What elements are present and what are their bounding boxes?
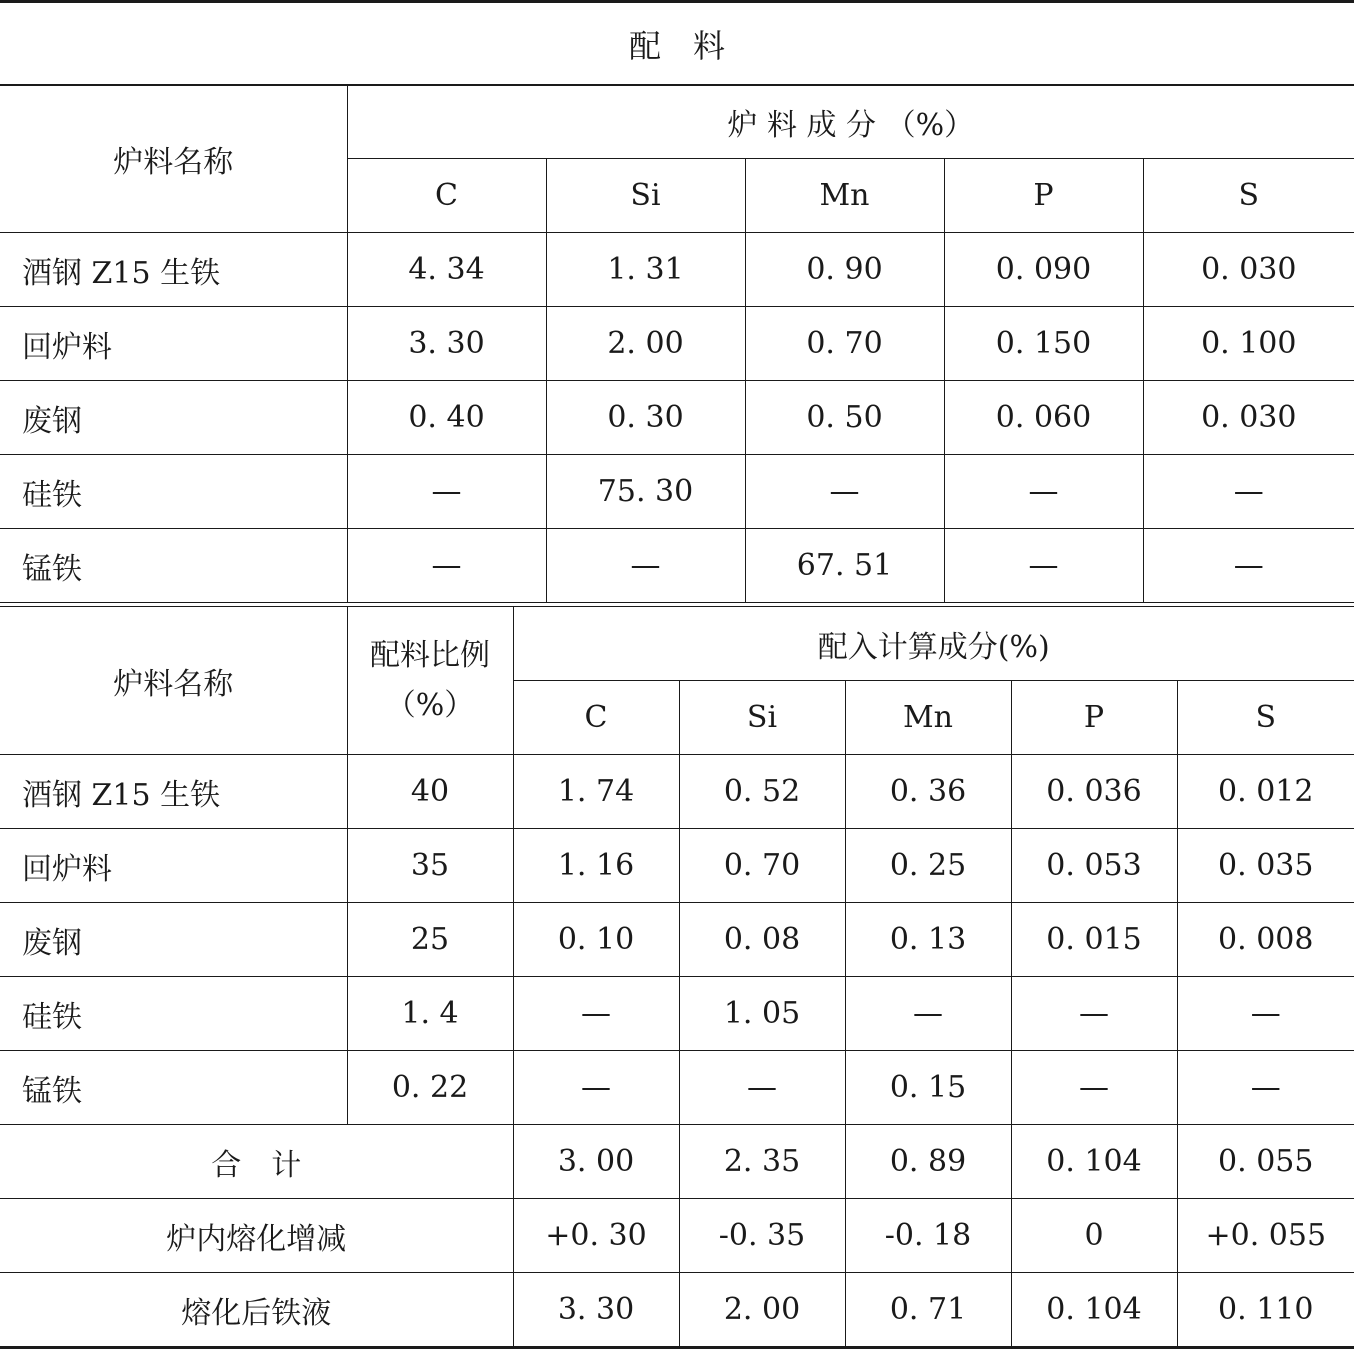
value-si: 2. 00 [546,307,745,381]
value-s: +0. 055 [1177,1199,1354,1273]
value-s: 0. 110 [1177,1273,1354,1348]
page-title-text: 配 料 [628,27,725,65]
charge-name: 锰铁 [0,1051,347,1125]
ratio-header [347,607,513,755]
table-row [0,1051,1354,1125]
value-s: 0. 055 [1177,1125,1354,1199]
value-p: — [1011,1051,1177,1125]
charge-name: 硅铁 [0,977,347,1051]
value-s: — [1143,455,1354,529]
table-row [0,381,1354,455]
charge-name: 锰铁 [0,529,347,603]
value-mn: 67. 51 [745,529,944,603]
table-row [0,903,1354,977]
ratio-header-line1: 配料比例 [370,637,490,673]
element-header-si: Si [546,159,745,233]
table-row [0,307,1354,381]
charge-composition-header: 炉 料 成 分 （%） [347,85,1354,159]
charge-composition-table [0,84,1354,603]
ratio-value: 25 [347,903,513,977]
calculated-composition-table [0,606,1354,1349]
value-mn: 0. 25 [845,829,1011,903]
charge-name: 酒钢 Z15 生铁 [0,755,347,829]
element-header-mn: Mn [745,159,944,233]
value-s: 0. 008 [1177,903,1354,977]
value-mn: -0. 18 [845,1199,1011,1273]
ratio-header-line2: （%） [385,687,475,723]
value-c: — [513,1051,679,1125]
table-row [0,977,1354,1051]
value-c: 0. 10 [513,903,679,977]
value-si: 2. 35 [679,1125,845,1199]
value-p: 0. 060 [944,381,1143,455]
value-s: — [1177,1051,1354,1125]
ratio-value: 40 [347,755,513,829]
element-header-s: S [1143,159,1354,233]
table-row [0,755,1354,829]
value-si: 0. 70 [679,829,845,903]
charge-name: 回炉料 [0,307,347,381]
value-c: — [513,977,679,1051]
summary-label: 炉内熔化增减 [0,1199,513,1273]
value-si: 2. 00 [679,1273,845,1348]
table-row [0,829,1354,903]
ratio-value: 1. 4 [347,977,513,1051]
value-c: +0. 30 [513,1199,679,1273]
value-s: 0. 100 [1143,307,1354,381]
value-si: — [679,1051,845,1125]
value-si: -0. 35 [679,1199,845,1273]
charge-name: 废钢 [0,381,347,455]
element-header-s: S [1177,681,1354,755]
value-p: 0. 090 [944,233,1143,307]
value-si: 75. 30 [546,455,745,529]
table-row [0,529,1354,603]
charge-name-header: 炉料名称 [0,85,347,233]
value-si: 0. 08 [679,903,845,977]
value-si: 0. 52 [679,755,845,829]
value-p: 0. 053 [1011,829,1177,903]
value-mn: 0. 90 [745,233,944,307]
page-title [0,2,1354,86]
value-s: 0. 012 [1177,755,1354,829]
element-header-c: C [347,159,546,233]
charge-name: 硅铁 [0,455,347,529]
value-c: 0. 40 [347,381,546,455]
value-p: — [1011,977,1177,1051]
value-p: 0. 150 [944,307,1143,381]
summary-label: 合 计 [0,1125,513,1199]
value-c: 3. 30 [513,1273,679,1348]
value-s: 0. 035 [1177,829,1354,903]
value-p: 0. 015 [1011,903,1177,977]
value-s: 0. 030 [1143,381,1354,455]
ratio-value: 35 [347,829,513,903]
value-s: — [1143,529,1354,603]
value-si: 0. 30 [546,381,745,455]
element-header-p: P [1011,681,1177,755]
element-header-si: Si [679,681,845,755]
value-mn: — [845,977,1011,1051]
value-s: 0. 030 [1143,233,1354,307]
value-p: 0 [1011,1199,1177,1273]
value-c: — [347,529,546,603]
value-c: 1. 74 [513,755,679,829]
summary-row-total [0,1125,1354,1199]
element-header-mn: Mn [845,681,1011,755]
calculated-composition-header: 配入计算成分(%) [513,607,1354,681]
charge-name: 回炉料 [0,829,347,903]
value-mn: 0. 89 [845,1125,1011,1199]
value-p: 0. 104 [1011,1125,1177,1199]
value-mn: 0. 36 [845,755,1011,829]
value-c: 3. 30 [347,307,546,381]
value-c: 3. 00 [513,1125,679,1199]
summary-row-molten-iron [0,1273,1354,1348]
ratio-value: 0. 22 [347,1051,513,1125]
value-p: 0. 036 [1011,755,1177,829]
value-mn: 0. 71 [845,1273,1011,1348]
value-mn: 0. 15 [845,1051,1011,1125]
charge-name-header: 炉料名称 [0,607,347,755]
value-si: 1. 31 [546,233,745,307]
value-mn: 0. 50 [745,381,944,455]
value-si: 1. 05 [679,977,845,1051]
value-mn: 0. 13 [845,903,1011,977]
value-mn: — [745,455,944,529]
table-row [0,455,1354,529]
value-c: 1. 16 [513,829,679,903]
element-header-c: C [513,681,679,755]
value-c: 4. 34 [347,233,546,307]
table-row [0,233,1354,307]
value-p: 0. 104 [1011,1273,1177,1348]
value-si: — [546,529,745,603]
title-table [0,0,1354,86]
charge-name: 酒钢 Z15 生铁 [0,233,347,307]
element-header-p: P [944,159,1143,233]
summary-row-melting-change [0,1199,1354,1273]
value-c: — [347,455,546,529]
summary-label: 熔化后铁液 [0,1273,513,1348]
value-p: — [944,529,1143,603]
value-mn: 0. 70 [745,307,944,381]
charge-name: 废钢 [0,903,347,977]
value-s: — [1177,977,1354,1051]
value-p: — [944,455,1143,529]
